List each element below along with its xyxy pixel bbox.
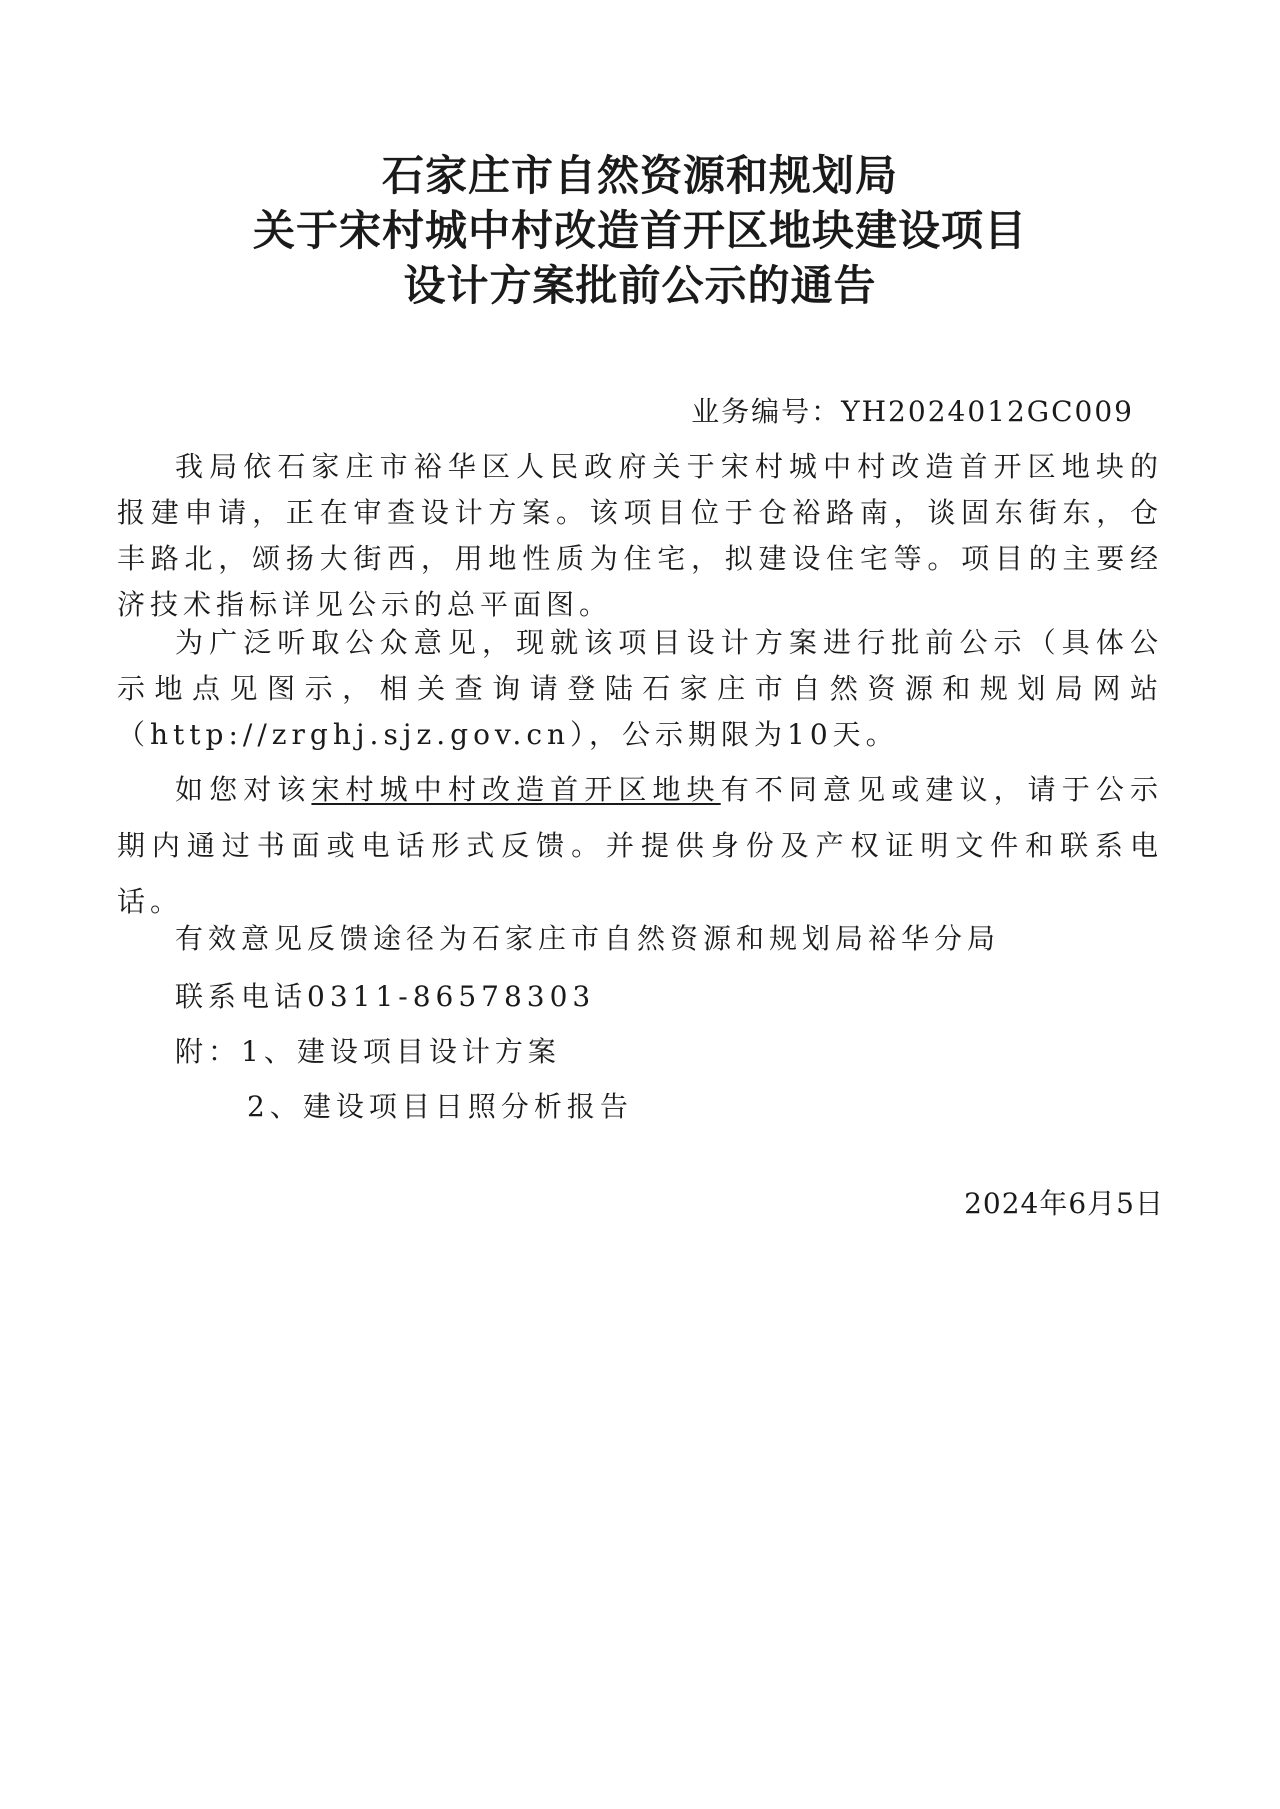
business-number: 业务编号：YH2024012GC009 — [691, 395, 1134, 428]
contact-phone: 联系电话0311-86578303 — [175, 980, 596, 1013]
attachment-item-2: 2、建设项目日照分析报告 — [247, 1090, 633, 1123]
feedback-request-lead: 如您对该 — [175, 773, 312, 806]
title-line-1: 石家庄市自然资源和规划局 — [381, 151, 898, 200]
project-name-underlined: 宋村城中村改造首开区地块 — [311, 773, 721, 806]
feedback-request-rest: 有不同意见或建议，请于公示期内通过书面或电话形式反馈。并提供身份及产权证明文件和联系电话。 — [117, 773, 1163, 918]
attachment-item-1: 附：1、建设项目设计方案 — [175, 1035, 561, 1068]
paragraph-publicity: 为广泛听取公众意见，现就该项目设计方案进行批前公示（具体公示地点见图示，相关查询请登陆石家庄市自然资源和规划局网站（http://zrghj.sjz.gov.cn），公示期限为10天。 — [117, 626, 1163, 751]
paragraph-project-info: 我局依石家庄市裕华区人民政府关于宋村城中村改造首开区地块的报建申请，正在审查设计方案。该项目位于仓裕路南，谈固东街东，仓丰路北，颂扬大街西，用地性质为住宅，拟建设住宅等。项目的主要经济技术指标详见公示的总平面图。 — [117, 450, 1163, 621]
title-line-3: 设计方案批前公示的通告 — [403, 261, 877, 310]
paragraph-feedback-request — [117, 762, 1163, 930]
issue-date: 2024年6月5日 — [964, 1187, 1164, 1220]
title-line-2: 关于宋村城中村改造首开区地块建设项目 — [252, 206, 1027, 255]
feedback-channel: 有效意见反馈途径为石家庄市自然资源和规划局裕华分局 — [175, 922, 1001, 955]
